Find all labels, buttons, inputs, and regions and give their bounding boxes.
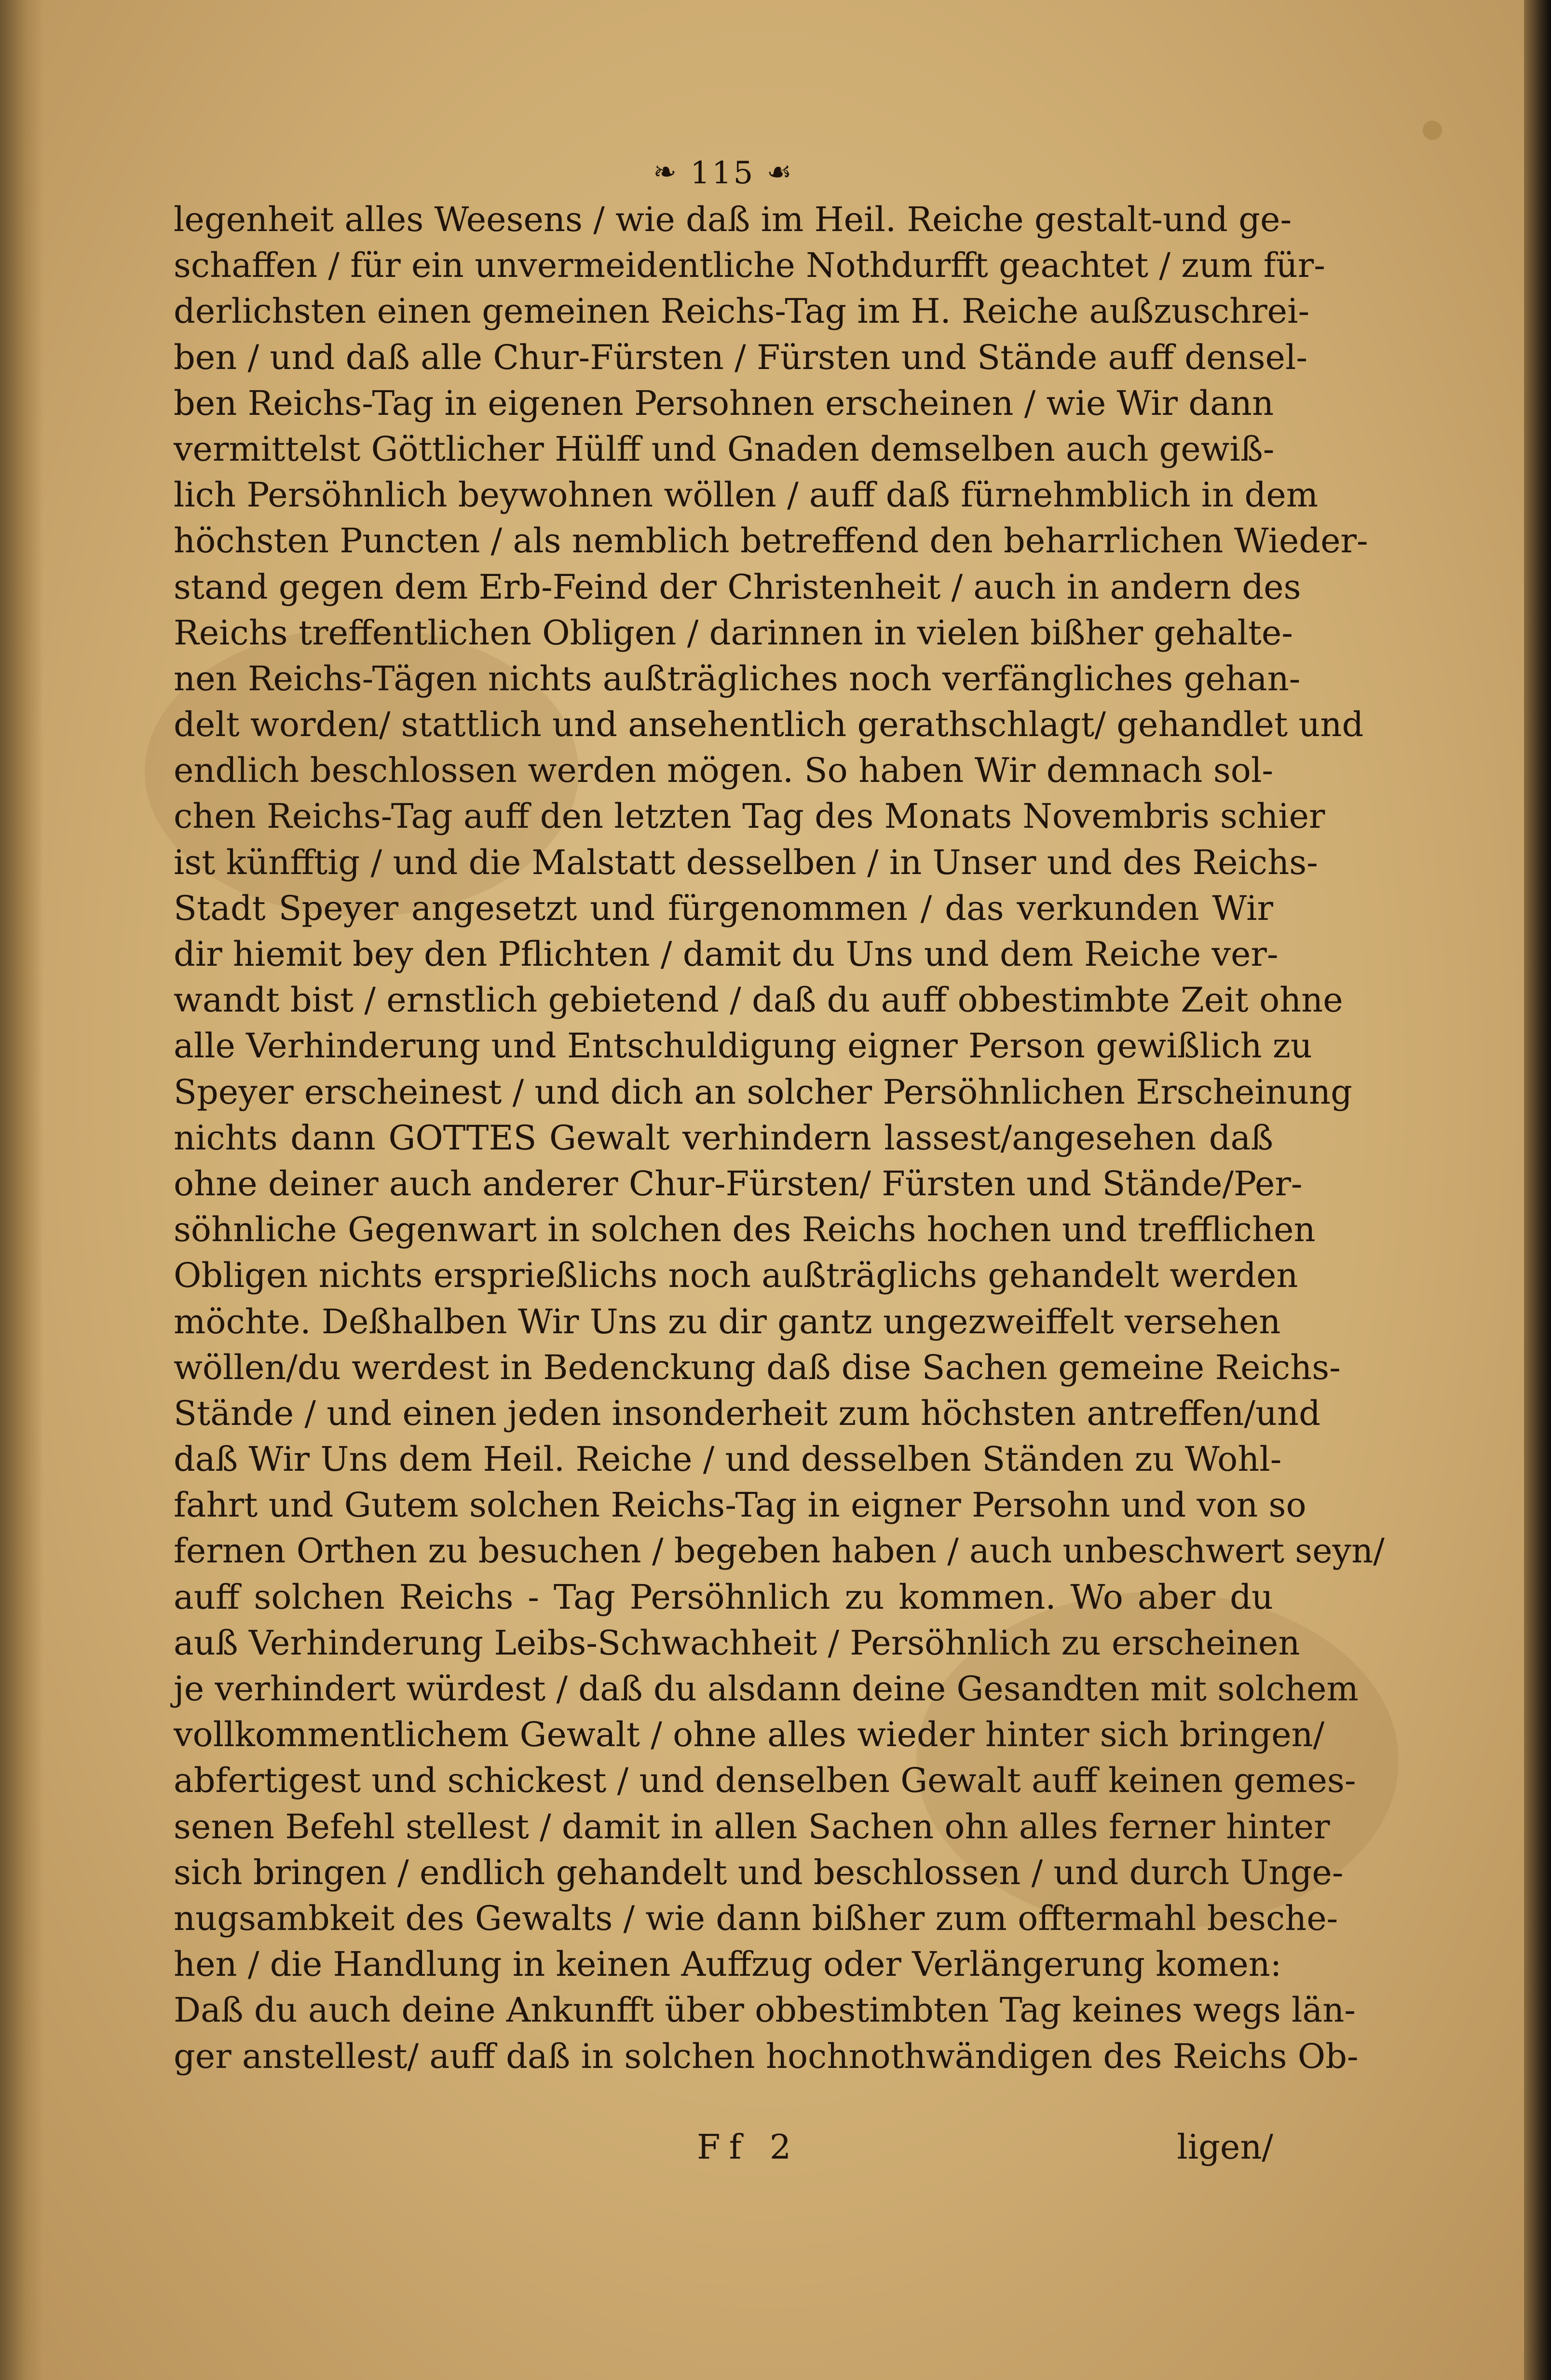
text-line: fernen Orthen zu besuchen / begeben haben / auch unbeschwert seyn/	[174, 1531, 1385, 1571]
text-line: ben Reichs-Tag in eigenen Persohnen erscheinen / wie Wir dann	[174, 383, 1274, 423]
text-line: schaffen / für ein unvermeidentliche Nothdurfft geachtet / zum für-	[174, 246, 1325, 286]
text-line: söhnliche Gegenwart in solchen des Reichs hochen und trefflichen	[174, 1210, 1316, 1250]
ornament-right-icon: ☙	[766, 155, 794, 188]
text-line: vermittelst Göttlicher Hülff und Gnaden demselben auch gewiß-	[174, 429, 1275, 469]
text-line: möchte. Deßhalben Wir Uns zu dir gantz ungezweiffelt versehen	[174, 1301, 1281, 1341]
catchword: ligen/	[1177, 2127, 1273, 2167]
page-number: 115	[690, 155, 755, 191]
text-line: Stadt Speyer angesetzt und fürgenommen / das verkunden Wir	[174, 888, 1273, 928]
text-line: abfertigest und schickest / und denselben Gewalt auff keinen gemes-	[174, 1761, 1356, 1801]
text-line: ben / und daß alle Chur-Fürsten / Fürsten und Stände auff densel-	[174, 337, 1308, 377]
text-line: ohne deiner auch anderer Chur-Fürsten/ Fürsten und Stände/Per-	[174, 1163, 1303, 1204]
text-line: fahrt und Gutem solchen Reichs-Tag in eigner Persohn und von so	[174, 1485, 1306, 1525]
ornament-left-icon: ❧	[653, 155, 679, 188]
text-line: höchsten Puncten / als nemblich betreffend den beharrlichen Wieder-	[174, 521, 1368, 561]
text-line: lich Persöhnlich beywohnen wöllen / auff daß fürnehmblich in dem	[174, 475, 1319, 515]
page-footer	[174, 2127, 1273, 2175]
text-line: hen / die Handlung in keinen Auffzug oder Verlängerung komen:	[174, 1944, 1282, 1984]
text-line: stand gegen dem Erb-Feind der Christenheit / auch in andern des	[174, 567, 1301, 607]
body-text	[174, 197, 1385, 2079]
text-line: wandt bist / ernstlich gebietend / daß du auff obbestimbte Zeit ohne	[174, 980, 1343, 1020]
text-line: nichts dann GOTTES Gewalt verhindern lassest/angesehen daß	[174, 1118, 1273, 1158]
paper-stain	[1423, 121, 1442, 140]
text-line: je verhindert würdest / daß du alsdann deine Gesandten mit solchem	[174, 1669, 1359, 1709]
text-line: chen Reichs-Tag auff den letzten Tag des Monats Novembris schier	[174, 796, 1325, 836]
text-line: vollkommentlichem Gewalt / ohne alles wieder hinter sich bringen/	[174, 1715, 1325, 1755]
text-line: daß Wir Uns dem Heil. Reiche / und desselben Ständen zu Wohl-	[174, 1439, 1282, 1479]
text-line: auß Verhinderung Leibs-Schwachheit / Persöhnlich zu erscheinen	[174, 1623, 1300, 1663]
text-line: dir hiemit bey den Pflichten / damit du Uns und dem Reiche ver-	[174, 934, 1279, 974]
text-line: ist künfftig / und die Malstatt desselben / in Unser und des Reichs-	[174, 842, 1318, 882]
text-line: Stände / und einen jeden insonderheit zum höchsten antreffen/und	[174, 1393, 1320, 1433]
book-edge-shadow	[1524, 0, 1551, 2380]
text-line: endlich beschlossen werden mögen. So haben Wir demnach sol-	[174, 751, 1273, 791]
text-line: delt worden/ stattlich und ansehentlich gerathschlagt/ gehandlet und	[174, 705, 1364, 745]
signature-mark: Ff 2	[697, 2127, 800, 2167]
text-line: legenheit alles Weesens / wie daß im Heil. Reiche gestalt-und ge-	[174, 200, 1292, 239]
text-line: Daß du auch deine Ankunfft über obbestimbten Tag keines wegs län-	[174, 1990, 1356, 2030]
text-line: sich bringen / endlich gehandelt und beschlossen / und durch Unge-	[174, 1852, 1344, 1892]
text-line: Reichs treffentlichen Obligen / darinnen in vielen bißher gehalte-	[174, 613, 1293, 653]
text-line: nugsambkeit des Gewalts / wie dann bißher zum offtermahl besche-	[174, 1898, 1338, 1938]
text-line: nen Reichs-Tägen nichts außträgliches noch verfängliches gehan-	[174, 658, 1301, 698]
text-line: senen Befehl stellest / damit in allen Sachen ohn alles ferner hinter	[174, 1806, 1330, 1847]
text-line: derlichsten einen gemeinen Reichs-Tag im H. Reiche außzuschrei-	[174, 291, 1310, 331]
page-gutter-shadow	[0, 0, 43, 2380]
text-line: alle Verhinderung und Entschuldigung eigner Person gewißlich zu	[174, 1026, 1312, 1066]
text-line: ger anstellest/ auff daß in solchen hochnothwändigen des Reichs Ob-	[174, 2036, 1359, 2076]
text-line: Obligen nichts ersprießlichs noch außträglichs gehandelt werden	[174, 1256, 1298, 1296]
text-line: Speyer erscheinest / und dich an solcher Persöhnlichen Erscheinung	[174, 1072, 1352, 1112]
text-line: wöllen/du werdest in Bedenckung daß dise Sachen gemeine Reichs-	[174, 1347, 1341, 1387]
text-line: auff solchen Reichs - Tag Persöhnlich zu kommen. Wo aber du	[174, 1577, 1273, 1617]
page-header	[555, 155, 892, 191]
